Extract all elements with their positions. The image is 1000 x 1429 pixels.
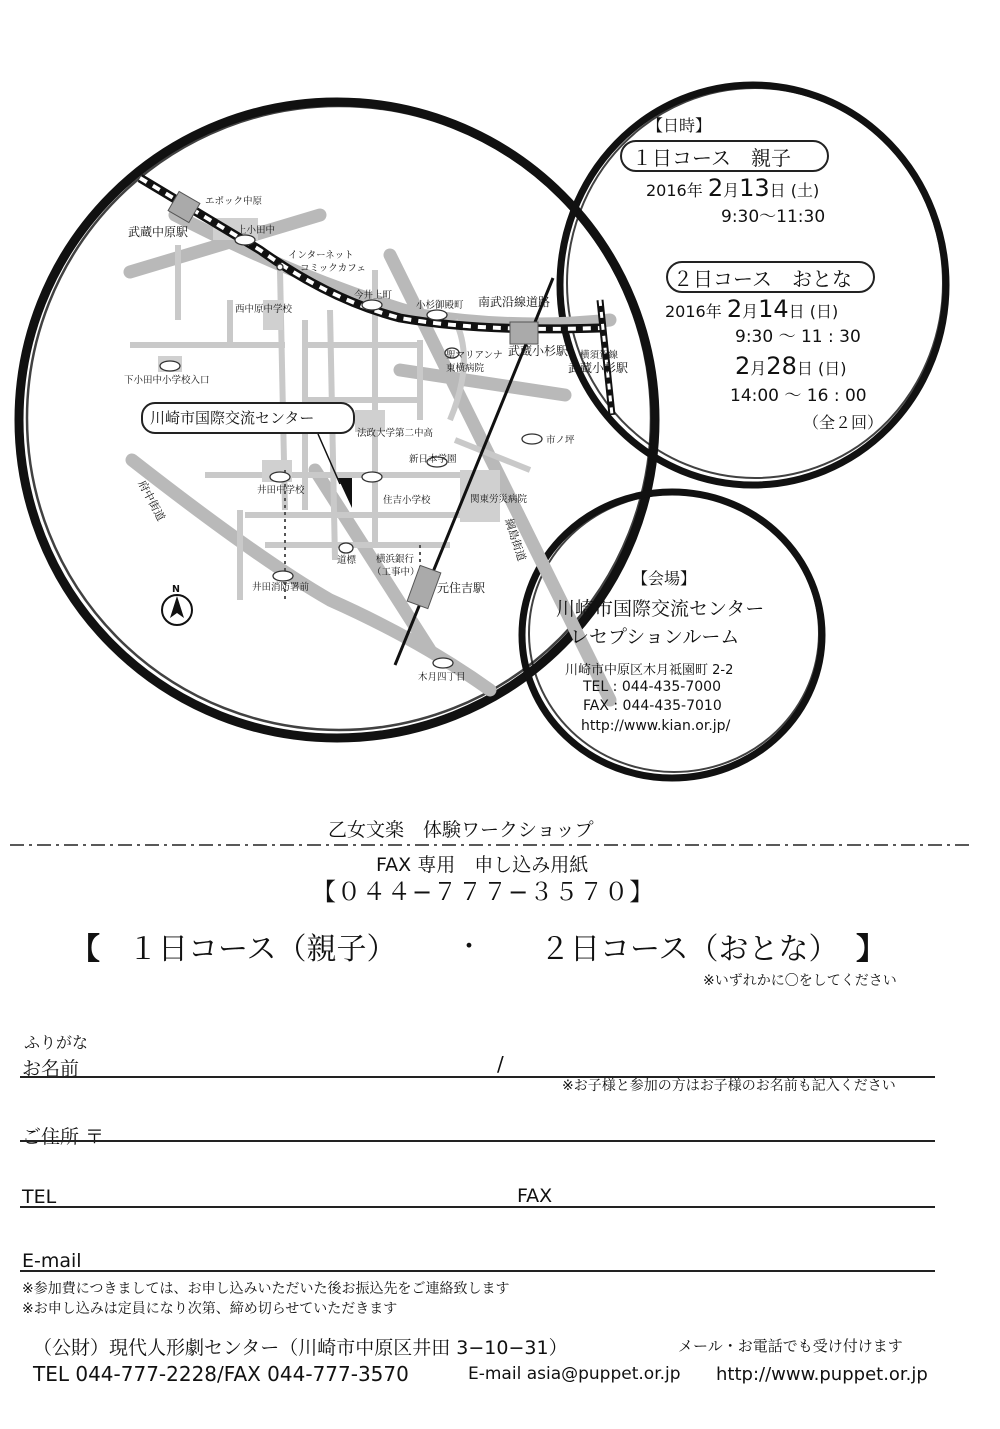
course2-nichi2: 日: [796, 359, 813, 378]
course-option-1[interactable]: １日コース（親子）: [128, 932, 397, 967]
course1-dow: (土): [790, 181, 820, 200]
map-label-houdai: 法政大学第二中高: [357, 428, 434, 439]
course2-dow2: (日): [817, 359, 847, 378]
email-label: E-mail: [22, 1250, 82, 1272]
map-label-yokohama-bank-1: 横浜銀行: [376, 554, 415, 565]
venue-url[interactable]: http://www.kian.or.jp/: [581, 718, 731, 734]
form-subtitle: FAX 専用 申し込み用紙: [376, 854, 589, 876]
course2-label: ２日コース おとな: [673, 267, 852, 291]
course2-day1: 14: [758, 295, 789, 323]
venue-heading: 【会場】: [632, 569, 697, 588]
bus-stop-icon: [160, 361, 180, 371]
station-musashi-nakahara: 武蔵中原駅: [128, 225, 189, 239]
map-label-doushirube: 道標: [337, 555, 357, 566]
destination-label: 川崎市国際交流センター: [150, 409, 315, 427]
course2-day2: 28: [766, 352, 797, 380]
furigana-label: ふりがな: [24, 1033, 89, 1052]
address-field[interactable]: [20, 1140, 935, 1142]
note-fee: ※参加費につきましては、お申し込みいただいた後お振込先をご連絡致します: [22, 1281, 510, 1297]
course2-dow1: (日): [809, 302, 839, 321]
email-field[interactable]: [20, 1270, 935, 1272]
course1-tsuki: 月: [723, 181, 740, 200]
station-musashi-kosugi-nambu: 武蔵小杉駅: [508, 344, 569, 358]
course2-nen: 年: [705, 302, 722, 321]
course2-tsuki1: 月: [742, 302, 759, 321]
map-label-tsunashima: 綱島街道: [502, 516, 529, 563]
course2-month1: 2: [726, 295, 743, 323]
dash-dot-divider: [0, 840, 1000, 850]
name-label: お名前: [22, 1058, 80, 1080]
venue-tel: TEL : 044-435-7000: [583, 679, 721, 695]
map-label-internet-1: インターネット: [288, 250, 354, 261]
course1-nen: 年: [686, 181, 703, 200]
bus-stop-icon: [362, 300, 382, 310]
course-select-open: 【: [70, 932, 100, 967]
course2-time2: 14:00 〜 16 : 00: [730, 386, 867, 406]
course-dot: ・: [456, 932, 483, 962]
bus-stop-icon: [427, 310, 447, 320]
course2-month2: 2: [735, 352, 751, 380]
map-label-kosugi-goten: 小杉御殿町: [416, 300, 464, 311]
map-label-sumiyoshi: 住吉小学校: [383, 495, 431, 506]
course2-tsuki2: 月: [750, 359, 767, 378]
map-label-ichinotsubo: 市ノ坪: [546, 435, 575, 446]
venue-name: 川崎市国際交流センター: [556, 598, 765, 620]
map-label-shimokodanaka: 下小田中小学校入口: [124, 375, 210, 386]
note-capacity: ※お申し込みは定員になり次第、締め切らせていただきます: [22, 1301, 398, 1317]
map-label-kanto-rousai: 関東労災病院: [470, 494, 528, 505]
course-note: ※いずれかに〇をしてください: [703, 973, 897, 989]
course-option-2[interactable]: ２日コース（おとな）: [540, 932, 839, 967]
map-label-nishinakahara: 西中原中学校: [235, 304, 293, 315]
course1-year: 2016: [646, 181, 687, 200]
course2-year: 2016: [665, 302, 706, 321]
bus-stop-icon: [339, 543, 353, 553]
name-note: ※お子様と参加の方はお子様のお名前も記入ください: [562, 1078, 896, 1094]
map-label-epoch: エポック中原: [205, 196, 263, 207]
footer-org: （公財）現代人形劇センター（川崎市中原区井田 3−10−31）: [33, 1337, 568, 1359]
footer-email[interactable]: E-mail asia@puppet.or.jp: [468, 1364, 681, 1384]
venue-fax: FAX : 044-435-7010: [583, 698, 722, 714]
footer-url[interactable]: http://www.puppet.or.jp: [716, 1364, 928, 1385]
map-label-internet-2: コミックカフェ: [300, 263, 366, 274]
course1-time: 9:30〜11:30: [721, 207, 826, 227]
map-label-kamikodanaka: 上小田中: [237, 225, 276, 236]
station-musashi-kosugi-yokosuka: 武蔵小杉駅: [568, 361, 629, 375]
footer-contact: TEL 044-777-2228/FAX 044-777-3570: [33, 1362, 409, 1386]
map-label-marianna-1: 聖マリアンナ: [446, 350, 503, 361]
course2-nichi1: 日: [788, 302, 805, 321]
bus-stop-icon: [235, 235, 255, 245]
map-label-yokosuka-1: 横須賀線: [580, 350, 619, 361]
map-label-kizuki: 木月四丁目: [418, 672, 466, 683]
form-fax-number: 【０４４−７７７−３５７０】: [312, 878, 655, 906]
schedule-heading: 【日時】: [647, 116, 712, 135]
station-motosumiyoshi: 元住吉駅: [437, 581, 486, 595]
map-label-fuchu: 府中街道: [135, 478, 168, 524]
bus-stop-icon: [270, 472, 290, 482]
course2-date2: [735, 352, 846, 380]
footer-accept: メール・お電話でも受け付けます: [678, 1337, 903, 1355]
map-label-north: N: [172, 584, 180, 595]
map-label-nambu-line: 南武沿線道路: [478, 295, 551, 309]
name-slash: /: [497, 1052, 504, 1076]
fax-label: FAX: [517, 1185, 553, 1207]
tel-label: TEL: [22, 1186, 57, 1208]
venue-room: レセプションルーム: [570, 626, 740, 648]
course2-time1: 9:30 〜 11 : 30: [735, 327, 861, 347]
course1-nichi: 日: [769, 181, 786, 200]
course-select-close: 】: [856, 932, 886, 967]
course1-month: 2: [707, 174, 724, 202]
bus-stop-icon: [277, 264, 283, 270]
north-arrow-icon: [162, 595, 192, 625]
tel-fax-field[interactable]: [20, 1206, 935, 1208]
venue-address: 川崎市中原区木月祗園町 2-2: [565, 663, 734, 678]
bus-stop-icon: [522, 434, 542, 444]
bus-stop-icon: [433, 658, 453, 668]
map-label-marianna-2: 東横病院: [446, 363, 485, 374]
bus-stop-icon: [273, 571, 293, 581]
form-title: 乙女文楽 体験ワークショップ: [328, 819, 594, 841]
map-label-yokohama-bank-2: （工事中）: [372, 567, 420, 578]
course2-date1: [665, 295, 838, 323]
bus-stop-icon: [362, 472, 382, 482]
map-label-ida-police: 井田消防署前: [252, 582, 310, 593]
course1-label: １日コース 親子: [632, 146, 791, 170]
address-label: ご住所 〒: [22, 1126, 105, 1148]
map-label-shinnihon: 新日本学園: [409, 454, 457, 465]
map-label-ida-jhs: 井田中学校: [257, 485, 305, 496]
map-label-imaikamicho: 今井上町: [354, 290, 393, 301]
course2-total: （全２回）: [803, 413, 884, 432]
course1-day: 13: [739, 174, 770, 202]
course1-date: [646, 174, 819, 202]
